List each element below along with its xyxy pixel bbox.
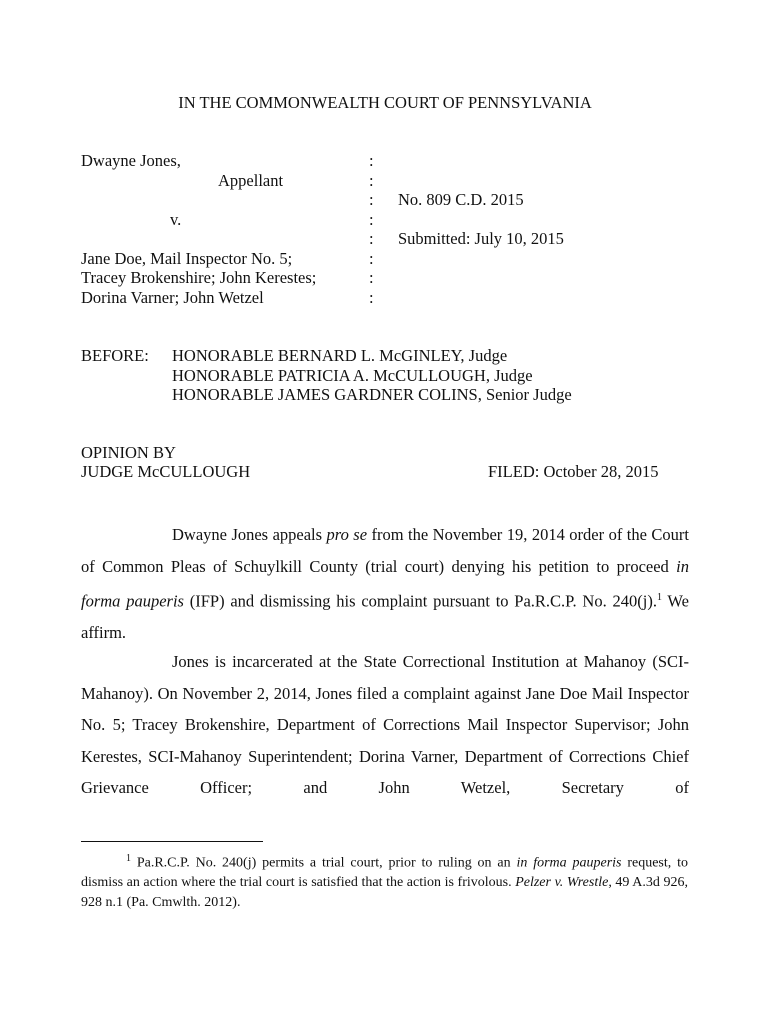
filed-date: FILED: October 28, 2015	[488, 462, 659, 481]
opinion-author: JUDGE McCULLOUGH	[81, 462, 251, 481]
appellee-line: Jane Doe, Mail Inspector No. 5;	[81, 249, 293, 268]
caption-colon: :	[369, 268, 374, 287]
opinion-paragraph: Dwayne Jones appeals pro se from the November 19, 2014 order of the Court of Common Pleas of Schuylkill County (trial court) denying his petition to proceed in forma pauperis (IFP) and dismissing his complaint pursuant to Pa.R.C.P. No. 240(j).$^1$ We affirm.	[81, 525, 690, 642]
footnote-rule	[81, 841, 263, 842]
judge-line: HONORABLE BERNARD L. McGINLEY, Judge	[172, 346, 508, 365]
appellee-line: Dorina Varner; John Wetzel	[81, 288, 264, 307]
submitted-date: Submitted: July 10, 2015	[398, 229, 564, 248]
caption-colon: :	[369, 210, 374, 229]
appellant-name: Dwayne Jones,	[81, 151, 181, 170]
footnote: $^1$ Pa.R.C.P. No. 240(j) permits a trial court, prior to ruling on an in forma pauperis request, to dismiss an action where the trial court is satisfied that the action is frivolous. Pelzer v. Wrestle, 49 A.3d 926, 928 n.1 (Pa. Cmwlth. 2012).	[81, 853, 689, 910]
caption-colon: :	[369, 288, 374, 307]
opinion-by: OPINION BY	[81, 443, 176, 462]
caption-colon: :	[369, 249, 374, 268]
appellee-line: Tracey Brokenshire; John Kerestes;	[81, 268, 317, 287]
caption-colon: :	[369, 171, 374, 190]
appellant-role: Appellant	[218, 171, 284, 190]
italic-phrase: pro se	[326, 525, 368, 544]
footnote-number: 1	[126, 853, 131, 864]
versus: v.	[170, 210, 182, 229]
italic-phrase: in forma pauperis	[81, 556, 689, 611]
footnote-ref: 1	[656, 592, 662, 603]
caption-colon: :	[369, 190, 374, 209]
opinion-paragraph: Jones is incarcerated at the State Correctional Institution at Mahanoy (SCI-Mahanoy). On November 2, 2014, Jones filed a complaint against Jane Doe Mail Inspector No. 5; Tracey Brokenshire, Department of Corrections Mail Inspector Supervisor; John Kerestes, SCI-Mahanoy Superintendent; Dorina Varner, Department of Corrections Chief Grievance Officer; and John Wetzel, Secretary of	[81, 652, 689, 797]
judge-line: HONORABLE JAMES GARDNER COLINS, Senior Judge	[172, 385, 572, 404]
caption-colon: :	[369, 229, 374, 248]
before-label: BEFORE:	[81, 346, 149, 365]
caption-colon: :	[369, 151, 374, 170]
judge-line: HONORABLE PATRICIA A. McCULLOUGH, Judge	[172, 366, 533, 385]
court-heading: IN THE COMMONWEALTH COURT OF PENNSYLVANIA	[178, 93, 592, 112]
docket-number: No. 809 C.D. 2015	[398, 190, 524, 209]
